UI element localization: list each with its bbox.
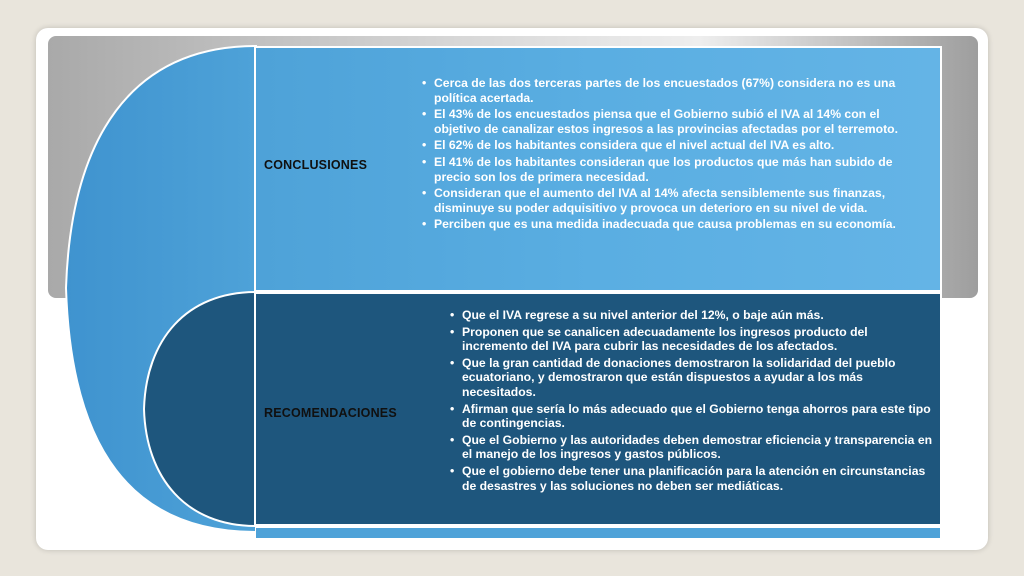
list-item: • El 41% de los habitantes consideran que los productos que más han subido de precio son los de primera necesidad. <box>422 155 902 184</box>
list-item: • Proponen que se canalicen adecuadamente los ingresos producto del incremento del IVA para cubrir las necesidades de los afectados. <box>450 325 934 354</box>
list-item: • Afirman que sería lo más adecuado que el Gobierno tenga ahorros para este tipo de contingencias. <box>450 402 934 431</box>
list-item: • Perciben que es una medida inadecuada que causa problemas en su economía. <box>422 217 902 232</box>
list-item: • Que el IVA regrese a su nivel anterior del 12%, o baje aún más. <box>450 308 934 323</box>
bottom-accent-strip <box>256 528 940 538</box>
recommendations-heading: RECOMENDACIONES <box>264 406 397 420</box>
list-item: • El 62% de los habitantes considera que el nivel actual del IVA es alto. <box>422 138 902 153</box>
list-item: • Que el Gobierno y las autoridades deben demostrar eficiencia y transparencia en el manejo de los ingresos y gastos públicos. <box>450 433 934 462</box>
list-item: • Que el gobierno debe tener una planificación para la atención en circunstancias de desastres y las soluciones no deben ser mediáticas. <box>450 464 934 493</box>
list-item: • Que la gran cantidad de donaciones demostraron la solidaridad del pueblo ecuatoriano, y demostraron que están dispuestos a ayudar a los más necesitados. <box>450 356 934 400</box>
list-item: • Cerca de las dos terceras partes de los encuestados (67%) considera no es una política acertada. <box>422 76 902 105</box>
list-item: • Consideran que el aumento del IVA al 14% afecta sensiblemente sus finanzas, disminuye su poder adquisitivo y provoca un deterioro en su nivel de vida. <box>422 186 902 215</box>
conclusions-heading: CONCLUSIONES <box>264 158 368 172</box>
list-item: • El 43% de los encuestados piensa que el Gobierno subió el IVA al 14% con el objetivo de canalizar estos ingresos a las provincias afectadas por el terremoto. <box>422 107 902 136</box>
conclusions-panel <box>254 46 942 292</box>
conclusions-list <box>422 76 902 234</box>
recommendations-panel <box>254 292 942 526</box>
recommendations-list <box>450 308 934 495</box>
slide <box>36 28 988 550</box>
